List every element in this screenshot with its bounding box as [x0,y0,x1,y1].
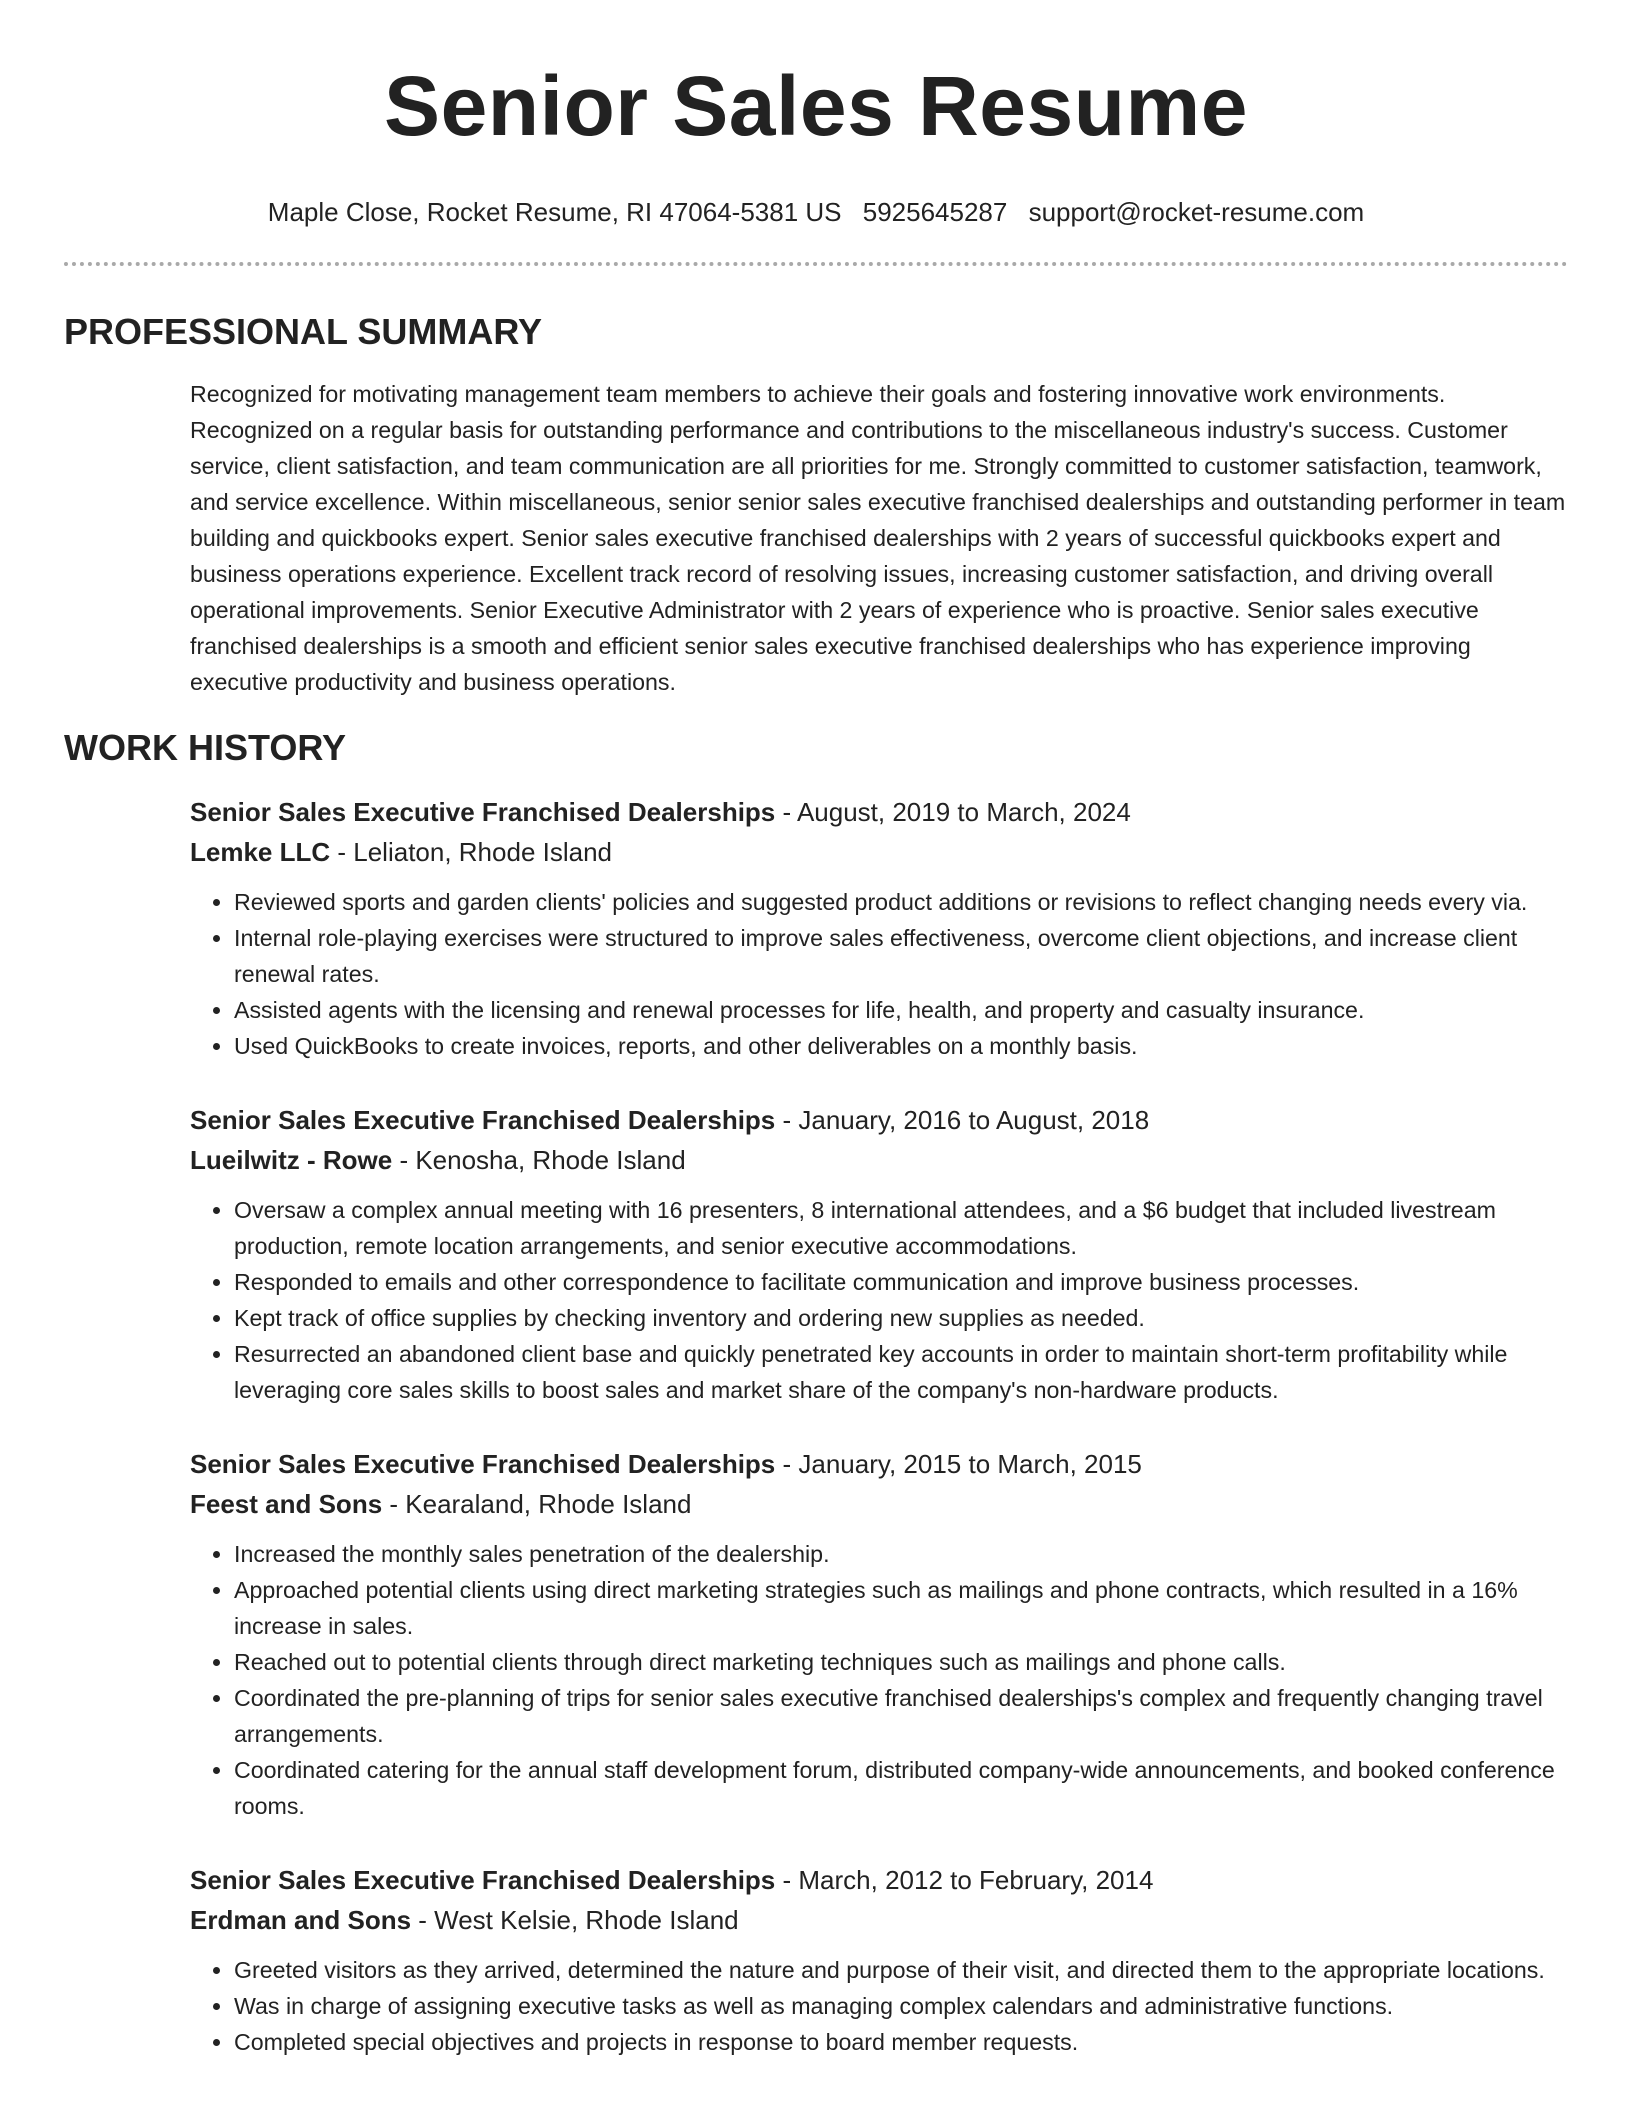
resume-title: Senior Sales Resume [384,59,1248,153]
job-bullet: • Reviewed sports and garden clients' policies and suggested product additions or revisions to reflect changing needs every via. [234,884,1568,920]
job-bullet: • Completed special objectives and projects in response to board member requests. [234,2024,1568,2060]
contact-phone: 5925645287 [862,197,1008,227]
job-entry [190,1444,1568,1824]
job-bullet: • Coordinated catering for the annual staff development forum, distributed company-wide announcements, and booked conference rooms. [234,1752,1568,1824]
job-company-line [190,1140,1568,1180]
job-bullet: • Used QuickBooks to create invoices, reports, and other deliverables on a monthly basis. [234,1028,1568,1064]
job-location: - Kenosha, Rhode Island [392,1145,686,1175]
work-history-heading: WORK HISTORY [64,727,347,768]
job-dates: - August, 2019 to March, 2024 [775,797,1131,827]
job-dates: - March, 2012 to February, 2014 [775,1865,1154,1895]
summary-heading: PROFESSIONAL SUMMARY [64,311,543,352]
job-company-line [190,832,1568,872]
job-bullet: • Internal role-playing exercises were structured to improve sales effectiveness, overcome client objections, and increase client renewal rates. [234,920,1568,992]
job-dates: - January, 2016 to August, 2018 [775,1105,1150,1135]
job-bullet: • Resurrected an abandoned client base and quickly penetrated key accounts in order to maintain short-term profitability while leveraging core sales skills to boost sales and market share of the company's non-hardware products. [234,1336,1568,1408]
job-bullet: • Reached out to potential clients through direct marketing techniques such as mailings and phone calls. [234,1644,1568,1680]
job-bullet: • Increased the monthly sales penetration of the dealership. [234,1536,1568,1572]
resume-page [64,0,1568,2060]
job-role: Senior Sales Executive Franchised Dealerships [190,1865,776,1895]
job-bullet: • Responded to emails and other correspondence to facilitate communication and improve business processes. [234,1264,1568,1300]
job-company-line [190,1900,1568,1940]
contact-line [64,196,1568,228]
job-entry [190,1100,1568,1408]
job-title-line [190,1100,1568,1140]
job-role: Senior Sales Executive Franchised Dealerships [190,1449,776,1479]
job-title-line [190,792,1568,832]
contact-address: Maple Close, Rocket Resume, RI 47064-5381 US [267,197,842,227]
job-bullet: • Oversaw a complex annual meeting with 16 presenters, 8 international attendees, and a $6 budget that included livestream production, remote location arrangements, and senior executive accommodations. [234,1192,1568,1264]
job-company: Erdman and Sons [190,1905,412,1935]
job-role: Senior Sales Executive Franchised Dealerships [190,1105,776,1135]
job-title-line [190,1444,1568,1484]
job-bullet: • Kept track of office supplies by checking inventory and ordering new supplies as needed. [234,1300,1568,1336]
job-dates: - January, 2015 to March, 2015 [775,1449,1142,1479]
job-entry [190,1860,1568,2060]
job-bullet: • Assisted agents with the licensing and renewal processes for life, health, and property and casualty insurance. [234,992,1568,1028]
job-bullet: • Greeted visitors as they arrived, determined the nature and purpose of their visit, and directed them to the appropriate locations. [234,1952,1568,1988]
header-divider [64,262,1568,266]
job-company: Lemke LLC [190,837,331,867]
job-location: - Kearaland, Rhode Island [382,1489,692,1519]
job-company-line [190,1484,1568,1524]
job-bullets [190,1952,1568,2060]
job-bullet: • Approached potential clients using direct marketing strategies such as mailings and phone contracts, which resulted in a 16% increase in sales. [234,1572,1568,1644]
job-bullets [190,1536,1568,1824]
job-company: Feest and Sons [190,1489,383,1519]
job-bullets [190,1192,1568,1408]
job-title-line [190,1860,1568,1900]
job-bullet: • Was in charge of assigning executive tasks as well as managing complex calendars and administrative functions. [234,1988,1568,2024]
summary-text: Recognized for motivating management team members to achieve their goals and fostering innovative work environments. Recognized on a regular basis for outstanding performance and contributions to the miscellaneous industry's success. Customer service, client satisfaction, and team communication are all priorities for me. Strongly committed to customer satisfaction, teamwork, and service excellence. Within miscellaneous, senior senior sales executive franchised dealerships and outstanding performer in team building and quickbooks expert. Senior sales executive franchised dealerships with 2 years of successful quickbooks expert and business operations experience. Excellent track record of resolving issues, increasing customer satisfaction, and driving overall operational improvements. Senior Executive Administrator with 2 years of experience who is proactive. Senior sales executive franchised dealerships is a smooth and efficient senior sales executive franchised dealerships who has experience improving executive productivity and business operations. [190,381,1566,695]
contact-email: support@rocket-resume.com [1028,197,1365,227]
job-bullets [190,884,1568,1064]
job-company: Lueilwitz - Rowe [190,1145,393,1175]
job-location: - Leliaton, Rhode Island [330,837,613,867]
job-bullet: • Coordinated the pre-planning of trips for senior sales executive franchised dealerships's complex and frequently changing travel arrangements. [234,1680,1568,1752]
job-role: Senior Sales Executive Franchised Dealerships [190,797,776,827]
job-entry [190,792,1568,1064]
job-location: - West Kelsie, Rhode Island [411,1905,739,1935]
